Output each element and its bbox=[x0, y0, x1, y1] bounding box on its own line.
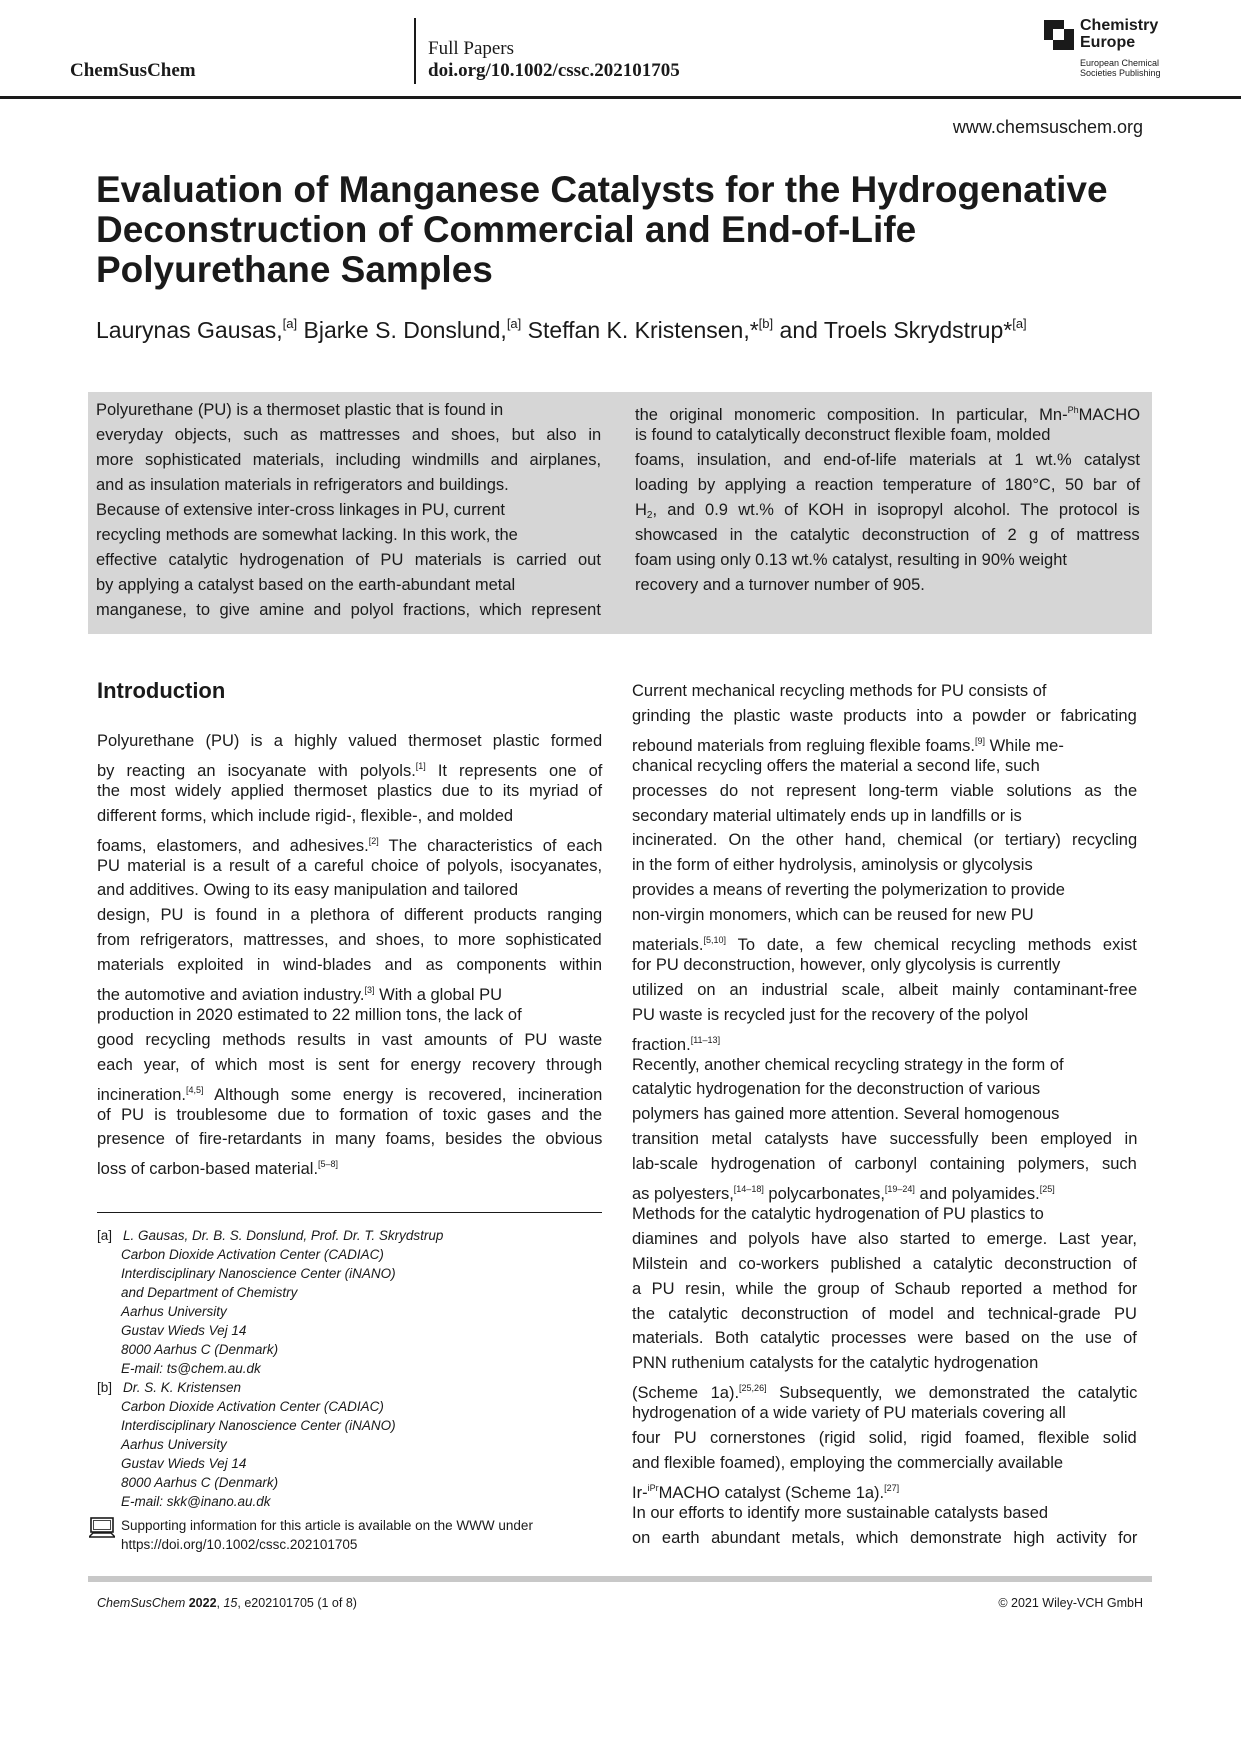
supporting-info-text: Supporting information for this article is available on the WWW under bbox=[121, 1518, 533, 1533]
text-run: in the form of either hydrolysis, aminolysis or glycolysis bbox=[632, 856, 1033, 875]
text-run: Subsequently, we demonstrated the catalytic bbox=[766, 1384, 1138, 1403]
affiliation-email[interactable]: E-mail: skk@inano.au.dk bbox=[121, 1494, 271, 1509]
author-name: Steffan K. Kristensen,* bbox=[521, 317, 759, 343]
body-line bbox=[632, 679, 1047, 704]
text-run: grinding the plastic waste products into a powder or fabricating bbox=[632, 706, 1137, 725]
logo-line-1: Chemistry bbox=[1080, 17, 1159, 34]
text-run: four PU cornerstones (rigid solid, rigid foamed, flexible solid bbox=[632, 1429, 1137, 1447]
text-run: non-virgin monomers, which can be reused for new PU bbox=[632, 906, 1034, 925]
author-name: and Troels Skrydstrup* bbox=[773, 317, 1013, 343]
body-line bbox=[97, 903, 602, 928]
citation-superscript: [1] bbox=[415, 760, 426, 771]
affiliation-line: and Department of Chemistry bbox=[121, 1285, 298, 1300]
text-run: Recently, another chemical recycling strategy in the form of bbox=[632, 1055, 1064, 1074]
citation-superscript: [25] bbox=[1039, 1184, 1055, 1194]
affiliation-line: 8000 Aarhus C (Denmark) bbox=[121, 1342, 279, 1357]
body-line bbox=[97, 1127, 602, 1152]
affiliation-tag: [a] bbox=[97, 1228, 113, 1243]
body-line bbox=[97, 928, 602, 953]
body-line bbox=[632, 704, 1137, 729]
header-divider bbox=[414, 18, 416, 84]
text-run: Methods for the catalytic hydrogenation of PU plastics to bbox=[632, 1204, 1044, 1223]
text-run: transition metal catalysts have successfully been employed in bbox=[632, 1130, 1138, 1149]
body-line bbox=[632, 754, 1040, 779]
author-affiliation-mark: [b] bbox=[758, 316, 774, 331]
abstract-line bbox=[635, 448, 1140, 473]
text-run: lab-scale hydrogenation of carbonyl containing polymers, such bbox=[632, 1155, 1137, 1174]
author-list bbox=[96, 316, 1027, 344]
text-run: design, PU is found in a plethora of different products ranging bbox=[97, 906, 603, 925]
text-run: PU material is a result of a careful choice of polyols, isocyanates, bbox=[97, 856, 603, 875]
body-line bbox=[632, 878, 1065, 903]
text-run: While me- bbox=[985, 736, 1064, 755]
logo-line-4: Societies Publishing bbox=[1080, 68, 1161, 78]
text-run: recovery and a turnover number of 905. bbox=[635, 576, 925, 594]
text-run: production in 2020 estimated to 22 million tons, the lack of bbox=[97, 1005, 522, 1024]
text-run: incinerated. On the other hand, chemical (or tertiary) recycling bbox=[632, 831, 1138, 850]
chemistry-europe-logo-icon bbox=[1044, 20, 1074, 50]
citation-superscript: [19–24] bbox=[884, 1184, 915, 1194]
logo-line-3: European Chemical bbox=[1080, 58, 1160, 68]
body-line bbox=[632, 1127, 1137, 1152]
text-run: In our efforts to identify more sustainable catalysts based bbox=[632, 1503, 1049, 1522]
citation-superscript: iPr bbox=[647, 1482, 659, 1493]
journal-website-link[interactable]: www.chemsuschem.org bbox=[952, 117, 1143, 137]
affiliation-email[interactable]: E-mail: ts@chem.au.dk bbox=[121, 1361, 261, 1376]
chemistry-europe-logo bbox=[1044, 17, 1174, 83]
text-run: diamines and polyols have also started to emerge. Last year, bbox=[632, 1229, 1137, 1248]
abstract-line bbox=[635, 523, 1140, 548]
title-line: Polyurethane Samples bbox=[96, 249, 493, 290]
text-run: foams, elastomers, and adhesives. bbox=[97, 836, 369, 855]
body-line bbox=[632, 1526, 1137, 1551]
computer-icon bbox=[89, 1517, 115, 1539]
citation-superscript: [3] bbox=[364, 985, 375, 995]
citation-volume: 15 bbox=[223, 1596, 238, 1610]
text-run: chanical recycling offers the material a second life, such bbox=[632, 756, 1040, 775]
abstract-line: and as insulation materials in refrigerators and buildings. bbox=[96, 476, 509, 494]
citation-year: 2022 bbox=[188, 1596, 217, 1610]
body-line bbox=[97, 729, 602, 754]
citation-superscript: [27] bbox=[884, 1482, 900, 1493]
text-run: Current mechanical recycling methods for PU consists of bbox=[632, 682, 1047, 700]
abstract-line bbox=[635, 573, 925, 598]
body-line bbox=[97, 1028, 602, 1053]
text-run: the most widely applied thermoset plastics due to its myriad of bbox=[97, 781, 603, 800]
text-run: foams, insulation, and end-of-life materials at 1 wt.% catalyst bbox=[635, 451, 1140, 469]
subscript: 2 bbox=[646, 510, 653, 521]
text-run: PNN ruthenium catalysts for the catalytic hydrogenation bbox=[632, 1354, 1039, 1373]
text-run: H bbox=[635, 501, 647, 519]
body-line bbox=[97, 1103, 602, 1128]
body-line bbox=[97, 1053, 602, 1078]
text-run: and polyamides. bbox=[914, 1185, 1040, 1203]
abstract-line bbox=[635, 473, 1140, 498]
text-run: foam using only 0.13 wt.% catalyst, resulting in 90% weight bbox=[635, 551, 1067, 569]
body-line bbox=[632, 1277, 1137, 1302]
citation-superscript: [14–18] bbox=[733, 1184, 764, 1194]
text-run: is found to catalytically deconstruct flexible foam, molded bbox=[635, 426, 1051, 444]
body-line bbox=[632, 1302, 1137, 1327]
body-line bbox=[632, 1501, 1048, 1526]
text-run: polymers has gained more attention. Several homogenous bbox=[632, 1105, 1060, 1124]
body-line bbox=[97, 878, 518, 903]
author-affiliation-mark: [a] bbox=[506, 316, 522, 331]
abstract-line bbox=[635, 548, 1067, 573]
affiliation-line: Gustav Wieds Vej 14 bbox=[121, 1323, 247, 1338]
journal-name: ChemSusChem bbox=[70, 60, 196, 81]
text-run: secondary material ultimately ends up in landfills or is bbox=[632, 806, 1022, 825]
citation: ChemSusChem 2022, 15, e202101705 (1 of 8) bbox=[97, 1596, 357, 1610]
body-line bbox=[632, 804, 1022, 829]
abstract-line: more sophisticated materials, including windmills and airplanes, bbox=[96, 451, 602, 469]
text-run: presence of fire-retardants in many foams, besides the obvious bbox=[97, 1130, 603, 1149]
text-run: materials exploited in wind-blades and as components within bbox=[97, 956, 602, 975]
text-run: materials. bbox=[632, 936, 704, 954]
text-run: With a global PU bbox=[374, 986, 503, 1004]
supporting-info-link[interactable]: https://doi.org/10.1002/cssc.202101705 bbox=[121, 1537, 358, 1552]
text-run: loading by applying a reaction temperature of 180°C, 50 bar of bbox=[635, 476, 1141, 494]
affiliation-line: Interdisciplinary Nanoscience Center (iNANO) bbox=[121, 1266, 396, 1281]
text-run: from refrigerators, mattresses, and shoes, to more sophisticated bbox=[97, 931, 602, 950]
citation-superscript: [5–8] bbox=[318, 1159, 339, 1170]
paper-title bbox=[96, 170, 1146, 290]
citation-superscript: Ph bbox=[1067, 405, 1079, 415]
text-run: hydrogenation of a wide variety of PU materials covering all bbox=[632, 1404, 1066, 1423]
article-type: Full Papers bbox=[428, 38, 515, 59]
affiliation-tag: [b] bbox=[97, 1380, 113, 1395]
text-run: for PU deconstruction, however, only glycolysis is currently bbox=[632, 955, 1061, 974]
body-line bbox=[632, 1102, 1059, 1127]
body-line bbox=[97, 1003, 522, 1028]
citation-superscript: [5,10] bbox=[703, 935, 727, 945]
text-run: fraction. bbox=[632, 1035, 691, 1054]
body-line bbox=[632, 953, 1060, 978]
text-run: as polyesters, bbox=[632, 1185, 734, 1203]
abstract-line: everyday objects, such as mattresses and shoes, but also in bbox=[96, 426, 602, 444]
abstract-line: by applying a catalyst based on the earth-abundant metal bbox=[96, 576, 516, 594]
body-line bbox=[632, 1426, 1137, 1451]
text-run: , and 0.9 wt.% of KOH in isopropyl alcohol. The protocol is bbox=[652, 501, 1140, 519]
footer-rule bbox=[88, 1576, 1152, 1582]
body-line bbox=[97, 854, 602, 879]
text-run: MACHO catalyst (Scheme 1a). bbox=[658, 1483, 885, 1502]
doi-link[interactable]: doi.org/10.1002/cssc.202101705 bbox=[428, 60, 680, 81]
text-run: catalytic hydrogenation for the deconstruction of various bbox=[632, 1080, 1041, 1099]
text-run: polycarbonates, bbox=[763, 1185, 885, 1203]
citation-journal: ChemSusChem bbox=[97, 1596, 186, 1610]
citation-superscript: [25,26] bbox=[739, 1383, 767, 1394]
text-run: different forms, which include rigid-, flexible-, and molded bbox=[97, 806, 514, 825]
text-run: the catalytic deconstruction of model and technical-grade PU bbox=[632, 1304, 1137, 1323]
citation-superscript: [9] bbox=[975, 735, 986, 746]
section-heading-introduction: Introduction bbox=[97, 678, 226, 703]
abstract-box bbox=[88, 392, 1152, 634]
text-run: by reacting an isocyanate with polyols. bbox=[97, 761, 416, 780]
affiliation-line: Carbon Dioxide Activation Center (CADIAC) bbox=[121, 1399, 384, 1414]
text-run: the automotive and aviation industry. bbox=[97, 986, 365, 1004]
text-run: loss of carbon-based material. bbox=[97, 1160, 319, 1179]
text-run: of PU is troublesome due to formation of toxic gases and the bbox=[97, 1105, 603, 1124]
text-run: PU waste is recycled just for the recovery of the polyol bbox=[632, 1005, 1029, 1024]
header-rule bbox=[0, 96, 1241, 99]
author-name: Bjarke S. Donslund, bbox=[297, 317, 507, 343]
body-line bbox=[632, 828, 1137, 853]
affiliation-line: 8000 Aarhus C (Denmark) bbox=[121, 1475, 279, 1490]
text-run: utilized on an industrial scale, albeit mainly contaminant-free bbox=[632, 980, 1138, 999]
text-run: processes do not represent long-term viable solutions as the bbox=[632, 781, 1138, 800]
text-run: materials. Both catalytic processes were based on the use of bbox=[632, 1329, 1137, 1348]
affiliation-line: L. Gausas, Dr. B. S. Donslund, Prof. Dr. T. Skrydstrup bbox=[123, 1228, 444, 1243]
body-line bbox=[632, 1003, 1028, 1028]
affiliation-line: Aarhus University bbox=[121, 1437, 227, 1452]
abstract-line bbox=[635, 423, 1050, 448]
copyright: © 2021 Wiley-VCH GmbH bbox=[998, 1596, 1143, 1610]
abstract-line: recycling methods are somewhat lacking. In this work, the bbox=[96, 526, 518, 544]
text-run: Ir- bbox=[632, 1483, 648, 1502]
body-line bbox=[97, 804, 513, 829]
citation-superscript: [4,5] bbox=[185, 1084, 204, 1095]
author-name: Laurynas Gausas, bbox=[96, 317, 283, 343]
citation-superscript: [11–13] bbox=[690, 1034, 721, 1045]
text-run: and flexible foamed), employing the commercially available bbox=[632, 1453, 1064, 1472]
body-line bbox=[632, 1152, 1137, 1177]
body-line bbox=[97, 1152, 338, 1182]
body-line bbox=[632, 978, 1137, 1003]
title-line: Deconstruction of Commercial and End-of-Life bbox=[96, 209, 917, 250]
affiliation-line: Carbon Dioxide Activation Center (CADIAC) bbox=[121, 1247, 384, 1262]
body-line bbox=[632, 1202, 1044, 1227]
abstract-line: Polyurethane (PU) is a thermoset plastic that is found in bbox=[96, 401, 504, 419]
text-run: incineration. bbox=[97, 1085, 186, 1104]
body-line bbox=[632, 1326, 1137, 1351]
text-run: good recycling methods results in vast amounts of PU waste bbox=[97, 1030, 603, 1049]
body-line bbox=[632, 1077, 1040, 1102]
body-line bbox=[632, 779, 1137, 804]
body-line bbox=[632, 1252, 1137, 1277]
title-line: Evaluation of Manganese Catalysts for the Hydrogenative bbox=[96, 169, 1108, 210]
citation-pages: , e202101705 (1 of 8) bbox=[237, 1596, 357, 1610]
abstract-line: Because of extensive inter-cross linkages in PU, current bbox=[96, 501, 506, 519]
body-line bbox=[632, 903, 1034, 928]
text-run: Although some energy is recovered, incineration bbox=[203, 1085, 603, 1104]
affiliation-line: Interdisciplinary Nanoscience Center (iNANO) bbox=[121, 1418, 396, 1433]
body-line bbox=[632, 1351, 1038, 1376]
body-line bbox=[632, 1401, 1066, 1426]
text-run: (Scheme 1a). bbox=[632, 1384, 740, 1403]
text-run: Milstein and co-workers published a catalytic deconstruction of bbox=[632, 1254, 1137, 1273]
citation-superscript: [2] bbox=[368, 835, 379, 846]
affiliation-line: Gustav Wieds Vej 14 bbox=[121, 1456, 247, 1471]
author-affiliation-mark: [a] bbox=[1012, 316, 1027, 331]
body-line bbox=[632, 1053, 1064, 1078]
text-run: Polyurethane (PU) is a highly valued thermoset plastic formed bbox=[97, 732, 603, 750]
text-run: The characteristics of each bbox=[378, 836, 603, 855]
text-run: and additives. Owing to its easy manipulation and tailored bbox=[97, 881, 518, 900]
body-line bbox=[97, 779, 602, 804]
body-line bbox=[97, 953, 602, 978]
text-run: showcased in the catalytic deconstruction of 2 g of mattress bbox=[635, 526, 1140, 544]
text-run: To date, a few chemical recycling methods exist bbox=[726, 936, 1137, 954]
affiliation-line: Dr. S. K. Kristensen bbox=[123, 1380, 242, 1395]
text-run: a PU resin, while the group of Schaub reported a method for bbox=[632, 1279, 1138, 1298]
abstract-line: manganese, to give amine and polyol fractions, which represent bbox=[96, 601, 601, 619]
affiliation-line: Aarhus University bbox=[121, 1304, 227, 1319]
body-line bbox=[632, 853, 1033, 878]
text-run: MACHO bbox=[1078, 406, 1141, 424]
affiliation-divider bbox=[97, 1212, 602, 1213]
text-run: rebound materials from regluing flexible foams. bbox=[632, 736, 975, 755]
text-run: It represents one of bbox=[425, 761, 603, 780]
text-run: each year, of which most is sent for energy recovery through bbox=[97, 1055, 603, 1074]
text-run: the original monomeric composition. In particular, Mn- bbox=[635, 406, 1068, 424]
text-run: on earth abundant metals, which demonstrate high activity for bbox=[632, 1528, 1138, 1547]
author-affiliation-mark: [a] bbox=[282, 316, 298, 331]
body-line bbox=[632, 1451, 1063, 1476]
logo-line-2: Europe bbox=[1080, 34, 1136, 51]
text-run: provides a means of reverting the polymerization to provide bbox=[632, 881, 1065, 900]
body-line bbox=[632, 1227, 1137, 1252]
abstract-line: effective catalytic hydrogenation of PU materials is carried out bbox=[96, 551, 601, 569]
